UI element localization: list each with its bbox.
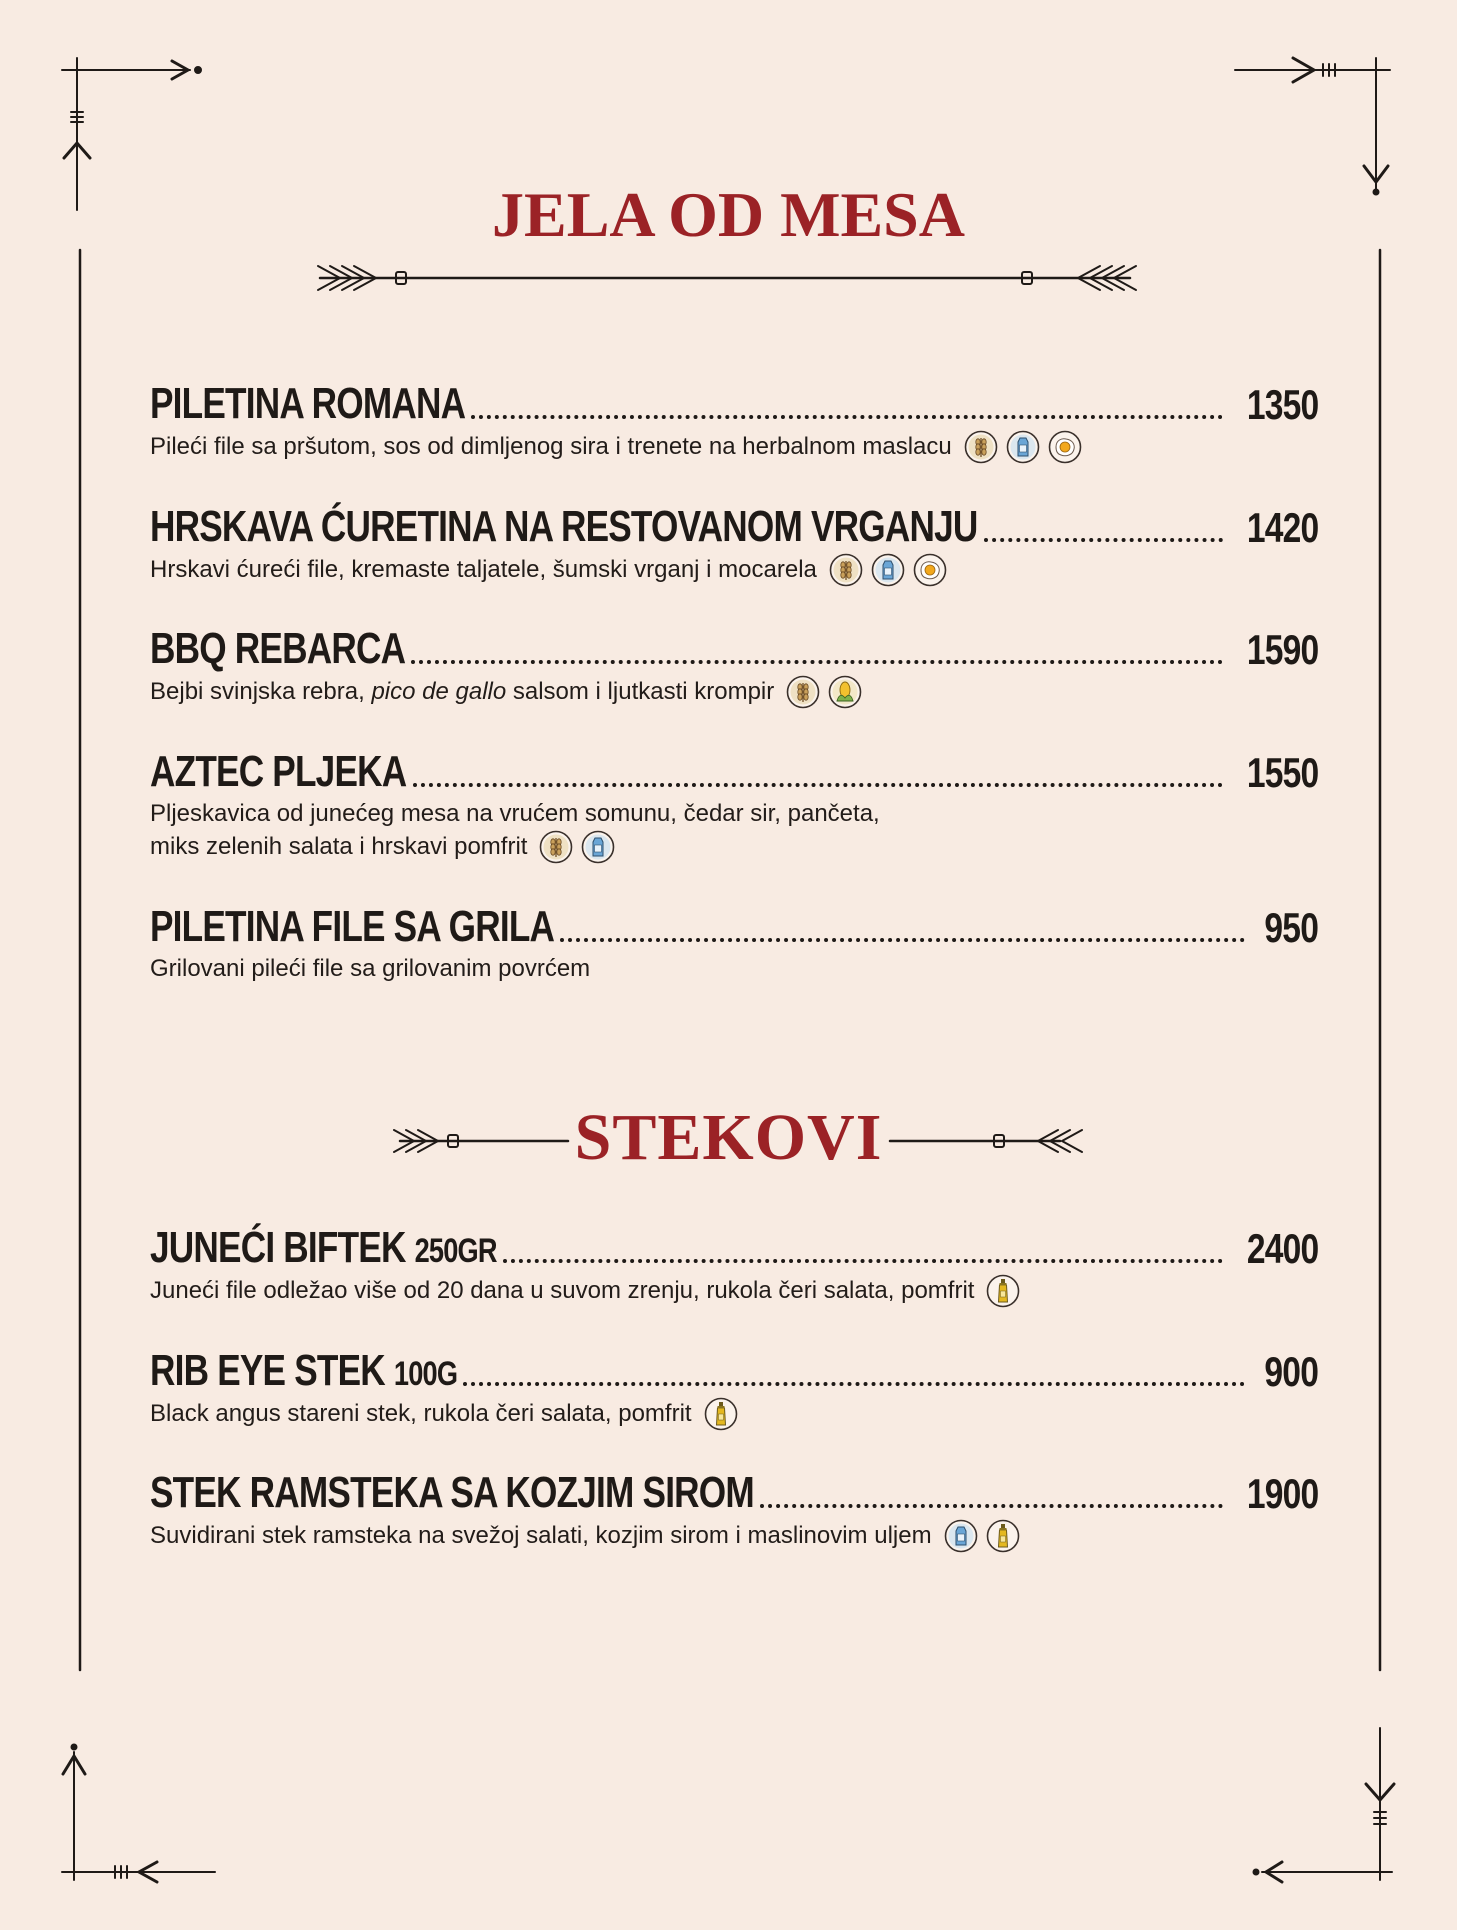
menu-item (150, 1459, 1318, 1553)
menu-item (150, 1337, 1318, 1431)
menu-item (150, 615, 1318, 709)
milk-icon (581, 830, 615, 864)
item-description: Pileći file sa pršutom, sos od dimljenog sira i trenete na herbalnom maslacu (150, 433, 952, 460)
item-price: 2400 (1246, 1225, 1318, 1272)
wheat-icon (964, 430, 998, 464)
mustard-icon (986, 1274, 1020, 1308)
item-description: Grilovani pileći file sa grilovanim povrćem (150, 955, 591, 982)
item-description: miks zelenih salata i hrskavi pomfrit (150, 833, 528, 860)
wheat-icon (786, 675, 820, 709)
item-name: PILETINA FILE SA GRILA (150, 902, 555, 951)
menu-item (150, 893, 1318, 985)
leader-dots (560, 938, 1245, 942)
item-name: STEK RAMSTEKA SA KOZJIM SIROM (150, 1468, 754, 1517)
leader-dots (760, 1504, 1223, 1508)
item-price: 1900 (1246, 1470, 1318, 1517)
item-name (150, 1346, 458, 1395)
egg-icon (1048, 430, 1082, 464)
item-description: Black angus stareni stek, rukola čeri salata, pomfrit (150, 1400, 692, 1427)
item-name: HRSKAVA ĆURETINA NA RESTOVANOM VRGANJU (150, 502, 978, 551)
leader-dots (413, 783, 1223, 787)
wheat-icon (829, 553, 863, 587)
leader-dots (463, 1382, 1245, 1386)
item-description (150, 676, 774, 708)
item-weight: 250GR (414, 1232, 497, 1270)
leader-dots (471, 415, 1222, 419)
item-price: 950 (1264, 904, 1318, 951)
wheat-icon (539, 830, 573, 864)
leader-dots (984, 538, 1223, 542)
menu-item (150, 1214, 1318, 1308)
item-name (150, 1223, 497, 1272)
section-title-steaks: STEKOVI (574, 1101, 883, 1174)
item-price: 1550 (1246, 749, 1318, 796)
desc-emphasis: pico de gallo (371, 678, 507, 705)
item-description: Pljeskavica od junećeg mesa na vrućem somunu, čedar sir, pančeta, (150, 800, 880, 827)
item-description: Suvidirani stek ramsteka na svežoj salati, kozjim sirom i maslinovim uljem (150, 1522, 932, 1549)
menu-item (150, 370, 1318, 464)
item-name-text: RIB EYE STEK (150, 1346, 385, 1395)
corn-icon (828, 675, 862, 709)
leader-dots (503, 1259, 1222, 1263)
leader-dots (411, 660, 1222, 664)
milk-icon (1006, 430, 1040, 464)
menu-item (150, 493, 1318, 587)
desc-text: salsom i ljutkasti krompir (506, 678, 775, 705)
milk-icon (944, 1519, 978, 1553)
item-name: PILETINA ROMANA (150, 379, 466, 428)
mustard-icon (986, 1519, 1020, 1553)
item-description: Juneći file odležao više od 20 dana u suvom zrenju, rukola čeri salata, pomfrit (150, 1277, 975, 1304)
desc-text: Bejbi svinjska rebra, (150, 678, 372, 705)
item-name: AZTEC PLJEKA (150, 747, 407, 796)
item-name-text: JUNEĆI BIFTEK (150, 1223, 406, 1272)
mustard-icon (704, 1397, 738, 1431)
item-price: 1350 (1246, 381, 1318, 428)
item-price: 1590 (1246, 626, 1318, 673)
menu-item (150, 738, 1318, 864)
section-title-meat: JELA OD MESA (492, 179, 965, 250)
item-price: 1420 (1246, 504, 1318, 551)
item-price: 900 (1264, 1348, 1318, 1395)
item-description: Hrskavi ćureći file, kremaste taljatele, šumski vrganj i mocarela (150, 556, 817, 583)
milk-icon (871, 553, 905, 587)
item-name: BBQ REBARCA (150, 624, 406, 673)
item-weight: 100G (393, 1355, 458, 1393)
egg-icon (913, 553, 947, 587)
